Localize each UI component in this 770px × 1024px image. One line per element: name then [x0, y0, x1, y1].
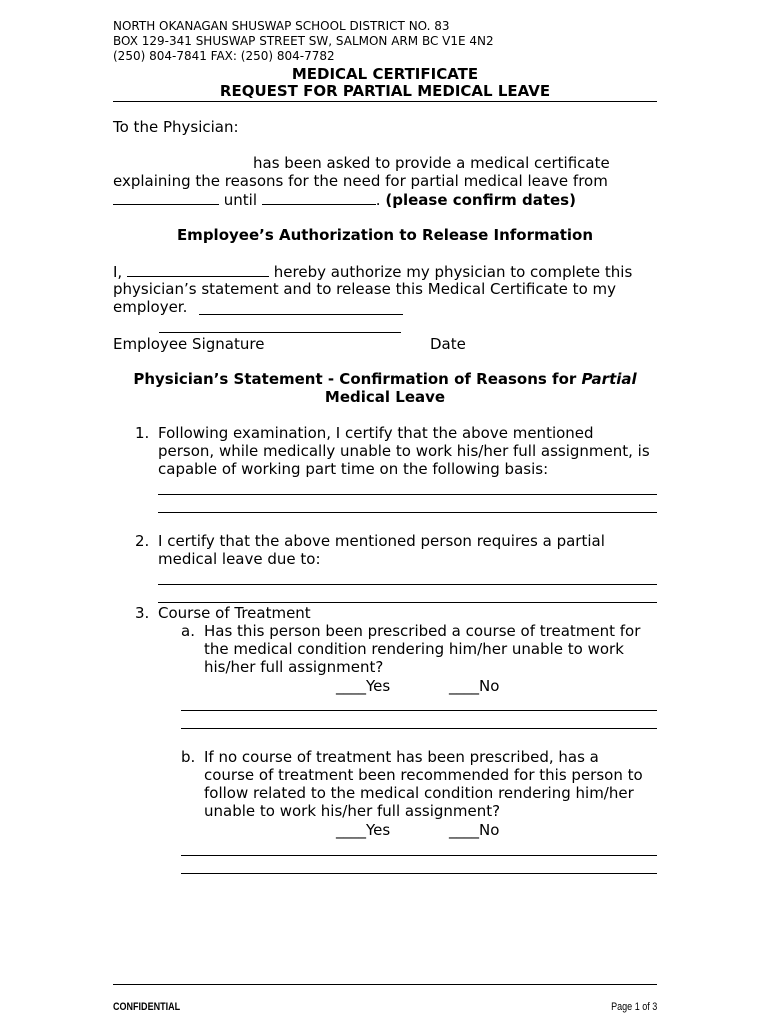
authorize-text: hereby authorize my physician to complete this: [273, 263, 633, 281]
item-3b-yes-option[interactable]: ____Yes: [336, 821, 391, 839]
authorization-heading: Employee’s Authorization to Release Information: [176, 226, 594, 244]
item-1-answer-line-2[interactable]: [158, 512, 657, 513]
footer-confidential: CONFIDENTIAL: [113, 1001, 181, 1013]
salutation: To the Physician:: [113, 118, 239, 136]
employee-name-field[interactable]: [127, 262, 269, 277]
item-1-line-3: capable of working part time on the following basis:: [158, 460, 549, 478]
physician-heading: [113, 370, 657, 388]
item-1-number: 1.: [135, 424, 150, 442]
confirm-dates-note: (please confirm dates): [385, 191, 576, 209]
employee-signature-field[interactable]: [159, 332, 401, 333]
footer-page-number: Page 1 of 3: [610, 1001, 657, 1013]
item-3b-answer-line-1[interactable]: [181, 855, 657, 856]
item-3b-no-option[interactable]: ____No: [449, 821, 500, 839]
item-3-title: Course of Treatment: [158, 604, 311, 622]
authorization-line-1: [113, 262, 632, 281]
date-label: Date: [430, 335, 466, 353]
item-1-line-2: person, while medically unable to work his/her full assignment, is: [158, 442, 650, 460]
title-rule: [113, 101, 657, 102]
item-3a-yes-option[interactable]: ____Yes: [336, 677, 391, 695]
item-3a-line-1: Has this person been prescribed a course of treatment for: [204, 622, 641, 640]
i-prefix: I,: [113, 263, 123, 281]
physician-heading-text: Physician’s Statement - Confirmation of Reasons for: [133, 370, 577, 388]
until-label: until: [223, 191, 258, 209]
footer-rule: [113, 984, 657, 985]
item-3b-line-2: course of treatment been recommended for this person to: [204, 766, 643, 784]
physician-heading-partial: Partial: [581, 370, 637, 388]
employee-signature-label: Employee Signature: [113, 335, 265, 353]
physician-heading-line-2: Medical Leave: [324, 388, 446, 406]
dates-period: .: [375, 191, 381, 209]
item-1-line-1: Following examination, I certify that the above mentioned: [158, 424, 594, 442]
item-3a-line-3: his/her full assignment?: [204, 658, 384, 676]
item-3b-label: b.: [181, 748, 196, 766]
intro-line-2: explaining the reasons for the need for partial medical leave from: [113, 172, 608, 190]
item-2-line-2: medical leave due to:: [158, 550, 321, 568]
document-title: MEDICAL CERTIFICATE: [291, 65, 479, 83]
district-phone: (250) 804-7841 FAX: (250) 804-7782: [113, 49, 335, 63]
leave-until-date-field[interactable]: [262, 190, 376, 205]
item-2-line-1: I certify that the above mentioned person requires a partial: [158, 532, 605, 550]
item-2-answer-line-1[interactable]: [158, 584, 657, 585]
item-3a-label: a.: [181, 622, 195, 640]
item-3a-answer-line-1[interactable]: [181, 710, 657, 711]
item-1-answer-line-1[interactable]: [158, 494, 657, 495]
item-3a-line-2: the medical condition rendering him/her unable to work: [204, 640, 624, 658]
item-3b-line-1: If no course of treatment has been prescribed, has a: [204, 748, 599, 766]
item-3b-line-4: unable to work his/her full assignment?: [204, 802, 501, 820]
item-3-number: 3.: [135, 604, 150, 622]
item-3b-answer-line-2[interactable]: [181, 873, 657, 874]
leave-from-date-field[interactable]: [113, 190, 219, 205]
district-name: NORTH OKANAGAN SHUSWAP SCHOOL DISTRICT NO. 83: [113, 19, 450, 33]
district-address: BOX 129-341 SHUSWAP STREET SW, SALMON ARM BC V1E 4N2: [113, 34, 494, 48]
authorization-line-3: employer.: [113, 298, 188, 316]
authorization-line-2: physician’s statement and to release this Medical Certificate to my: [113, 280, 616, 298]
item-2-answer-line-2[interactable]: [158, 602, 657, 603]
intro-line-1: has been asked to provide a medical certificate: [253, 154, 610, 172]
document-subtitle: REQUEST FOR PARTIAL MEDICAL LEAVE: [219, 82, 551, 100]
item-2-number: 2.: [135, 532, 150, 550]
item-3b-line-3: follow related to the medical condition rendering him/her: [204, 784, 634, 802]
item-3a-answer-line-2[interactable]: [181, 728, 657, 729]
item-3a-no-option[interactable]: ____No: [449, 677, 500, 695]
employer-field[interactable]: [199, 314, 403, 315]
intro-dates-line: [113, 190, 576, 209]
